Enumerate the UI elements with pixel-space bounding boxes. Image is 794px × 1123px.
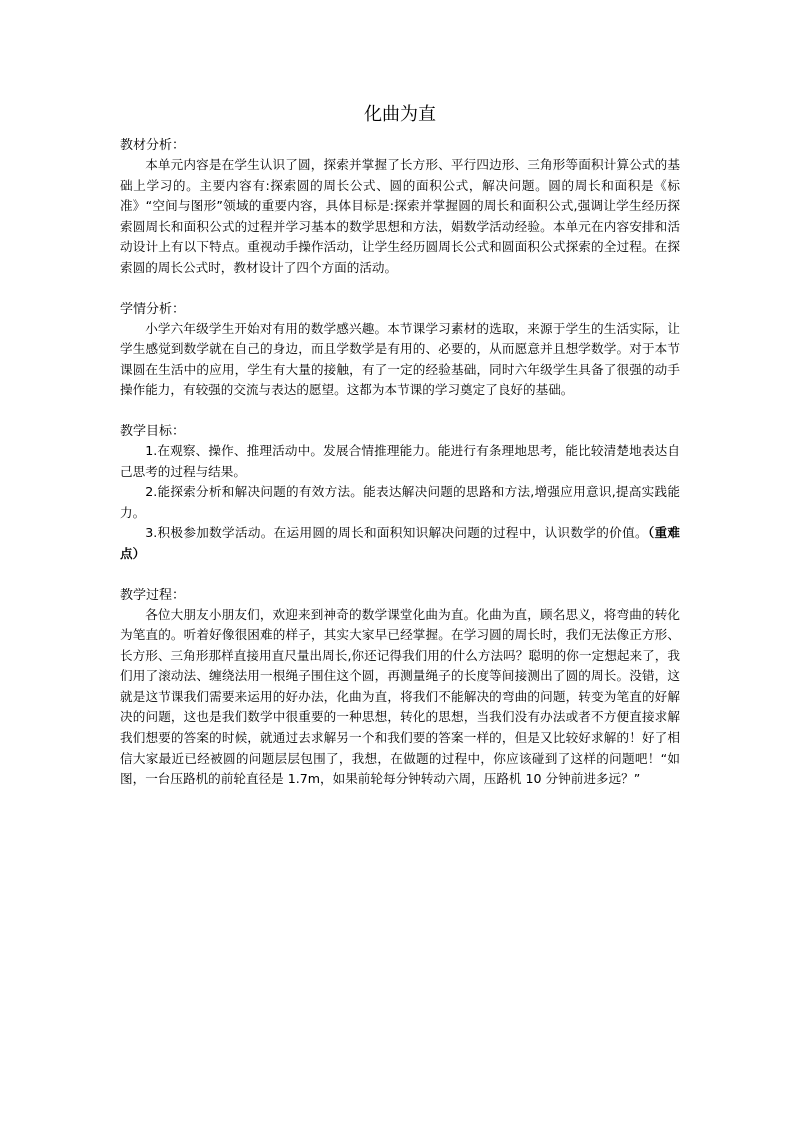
section-student-analysis	[120, 300, 680, 401]
section-textbook-analysis	[120, 136, 680, 279]
paragraph-students: 小学六年级学生开始对有用的数学感兴趣。本节课学习素材的选取，来源于学生的生活实际，让学生感觉到数学就在自己的身边，而且学数学是有用的、必要的，从而愿意并且想学数学。对于本节课圆在生活中的应用，学生有大量的接触，有了一定的经验基础，同时六年级学生具备了很强的动手操作能力，有较强的交流与表达的愿望。这都为本节课的学习奠定了良好的基础。	[120, 320, 680, 398]
goal-item-3	[120, 523, 680, 564]
section-heading-process: 教学过程：	[120, 587, 186, 603]
goal-item-2: 2.能探索分析和解决问题的有效方法。能表达解决问题的思路和方法,增强应用意识,提高实践能力。	[120, 484, 680, 520]
section-heading-students: 学情分析：	[120, 301, 186, 317]
section-teaching-process	[120, 586, 680, 790]
section-teaching-goals	[120, 422, 680, 565]
section-heading-goals: 教学目标：	[120, 423, 186, 439]
goal-item-1: 1.在观察、操作、推理活动中。发展合情推理能力。能进行有条理地思考，能比较清楚地表达自己思考的过程与结果。	[120, 442, 680, 479]
document-page	[120, 102, 680, 811]
section-heading-textbook: 教材分析：	[120, 138, 186, 153]
paragraph-process: 各位大朋友小朋友们，欢迎来到神奇的数学课堂化曲为直。化曲为直，顾名思义，将弯曲的转化为笔直的。听着好像很困难的样子，其实大家早已经掌握。在学习圆的周长时，我们无法像正方形、长方形、三角形那样直接用直尺量出周长,你还记得我们用的什么方法吗？聪明的你一定想起来了，我们用了滚动法、缠绕法用一根绳子围住这个圆，再测量绳子的长度等间接测出了圆的周长。没错，这就是这节课我们需要来运用的好办法，化曲为直，将我们不能解决的弯曲的问题，转变为笔直的好解决的问题，这也是我们数学中很重要的一种思想，转化的思想，当我们没有办法或者不方便直接求解我们想要的答案的时候，就通过去求解另一个和我们要的答案一样的，但是又比较好求解的！好了相信大家最近已经被圆的问题层层包围了，我想，在做题的过程中，你应该碰到了这样的问题吧！“如图，一台压路机的前轮直径是 1.7m，如果前轮每分钟转动六周，压路机 10 分钟前进多远？”	[120, 606, 680, 787]
document-title: 化曲为直	[364, 104, 436, 125]
goal-item-3-text: 3.积极参加数学活动。在运用圆的周长和面积知识解决问题的过程中，认识数学的价值。	[145, 525, 648, 541]
goal-item-3-emphasis: （重难点）	[120, 525, 680, 561]
paragraph-textbook: 本单元内容是在学生认识了圆，探索并掌握了长方形、平行四边形、三角形等面积计算公式的基础上学习的。主要内容有:探索圆的周长公式、圆的面积公式，解决问题。圆的周长和面积是《标准》“空间与图形”领域的重要内容，具体目标是:探索并掌握圆的周长和面积公式,强调让学生经历探索圆周长和面积公式的过程并学习基本的数学思想和方法，娟数学活动经验。本单元在内容安排和活动设计上有以下特点。重视动手操作活动，让学生经历圆周长公式和圆面积公式探索的全过程。在探索圆的周长公式时，教材设计了四个方面的活动。	[120, 157, 680, 275]
